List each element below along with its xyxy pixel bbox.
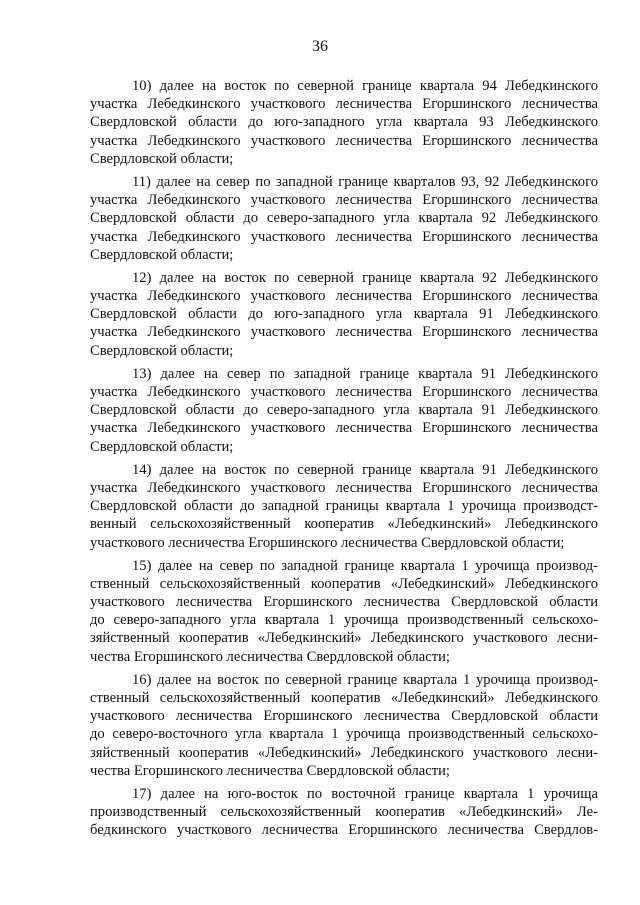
paragraph-line: до северо-восточного угла квартала 1 урочища производственный сельскохо-: [90, 726, 598, 743]
paragraph-line: Свердловской области до юго-западного угла квартала 93 Лебедкинского: [90, 114, 598, 131]
paragraph-line: чества Егоршинского лесничества Свердловской области;: [90, 762, 450, 779]
paragraph-line: участка Лебедкинского участкового лесничества Егоршинского лесничества: [90, 96, 598, 113]
paragraph-line: участкового лесничества Егоршинского лесничества Свердловской области: [90, 594, 598, 611]
paragraph-line: 13) далее на север по западной границе квартала 91 Лебедкинского: [132, 365, 598, 382]
paragraph-line: Свердловской области;: [90, 150, 234, 167]
paragraph-line: чества Егоршинского лесничества Свердловской области;: [90, 648, 450, 665]
paragraph-item-17: [90, 785, 598, 840]
paragraph-line: участка Лебедкинского участкового лесничества Егоршинского лесничества: [90, 420, 598, 437]
paragraph-line: Свердловской области до юго-западного угла квартала 91 Лебедкинского: [90, 306, 598, 323]
paragraph-line: зяйственный кооператив «Лебедкинский» Лебедкинского участкового лесни-: [90, 744, 598, 761]
paragraph-line: Свердловской области до северо-западного угла квартала 91 Лебедкинского: [90, 402, 598, 419]
paragraph-line: участка Лебедкинского участкового лесничества Егоршинского лесничества: [90, 228, 598, 245]
paragraph-item-14: [90, 461, 598, 552]
paragraph-line: участка Лебедкинского участкового лесничества Егоршинского лесничества: [90, 192, 598, 209]
paragraph-line: 17) далее на юго-восток по восточной границе квартала 1 урочища: [132, 785, 598, 802]
paragraph-line: бедкинского участкового лесничества Егоршинского лесничества Свердлов-: [90, 822, 598, 839]
paragraph-line: Свердловской области;: [90, 438, 234, 455]
paragraph-line: 11) далее на север по западной границе кварталов 93, 92 Лебедкинского: [132, 173, 598, 190]
paragraph-line: зяйственный кооператив «Лебедкинский» Лебедкинского участкового лесни-: [90, 630, 598, 647]
paragraph-line: участка Лебедкинского участкового лесничества Егоршинского лесничества: [90, 384, 598, 400]
paragraph-line: участка Лебедкинского участкового лесничества Егоршинского лесничества: [90, 479, 598, 496]
paragraph-item-10: [90, 77, 598, 168]
paragraph-line: 12) далее на восток по северной границе квартала 92 Лебедкинского: [132, 269, 598, 286]
paragraph-line: ственный сельскохозяйственный кооператив «Лебедкинский» Лебедкинского: [90, 575, 598, 592]
paragraph-line: Свердловской области до западной границы квартала 1 урочища производст-: [90, 498, 598, 515]
paragraph-item-13: [90, 365, 598, 456]
paragraph-item-15: [90, 557, 598, 666]
paragraph-line: 10) далее на восток по северной границе квартала 94 Лебедкинского: [132, 78, 598, 94]
paragraph-line: венный сельскохозяйственный кооператив «Лебедкинский» Лебедкинского: [90, 516, 598, 533]
paragraph-line: участка Лебедкинского участкового лесничества Егоршинского лесничества: [90, 288, 598, 305]
paragraph-line: участка Лебедкинского участкового лесничества Егоршинского лесничества: [90, 132, 598, 149]
paragraph-line: до северо-западного угла квартала 1 урочища производственный сельскохо-: [90, 612, 598, 629]
paragraph-line: ственный сельскохозяйственный кооператив «Лебедкинский» Лебедкинского: [90, 690, 598, 706]
paragraph-line: 16) далее на восток по северной границе квартала 1 урочища производ-: [132, 671, 598, 688]
paragraph-line: производственный сельскохозяйственный кооператив «Лебедкинский» Ле-: [90, 804, 598, 821]
paragraph-item-12: [90, 269, 598, 360]
page-number: 36: [312, 38, 328, 55]
paragraph-line: участкового лесничества Егоршинского лесничества Свердловской области;: [90, 534, 565, 551]
paragraph-line: участка Лебедкинского участкового лесничества Егоршинского лесничества: [90, 324, 598, 341]
document-body: [90, 77, 598, 845]
paragraph-line: Свердловской области;: [90, 342, 234, 359]
paragraph-line: 15) далее на север по западной границе квартала 1 урочища производ-: [132, 557, 598, 574]
paragraph-line: 14) далее на восток по северной границе квартала 91 Лебедкинского: [132, 461, 598, 478]
paragraph-item-16: [90, 671, 598, 780]
paragraph-line: Свердловской области до северо-западного угла квартала 92 Лебедкинского: [90, 210, 598, 227]
paragraph-line: Свердловской области;: [90, 246, 234, 263]
paragraph-line: участкового лесничества Егоршинского лесничества Свердловской области: [90, 708, 598, 725]
paragraph-item-11: [90, 173, 598, 264]
